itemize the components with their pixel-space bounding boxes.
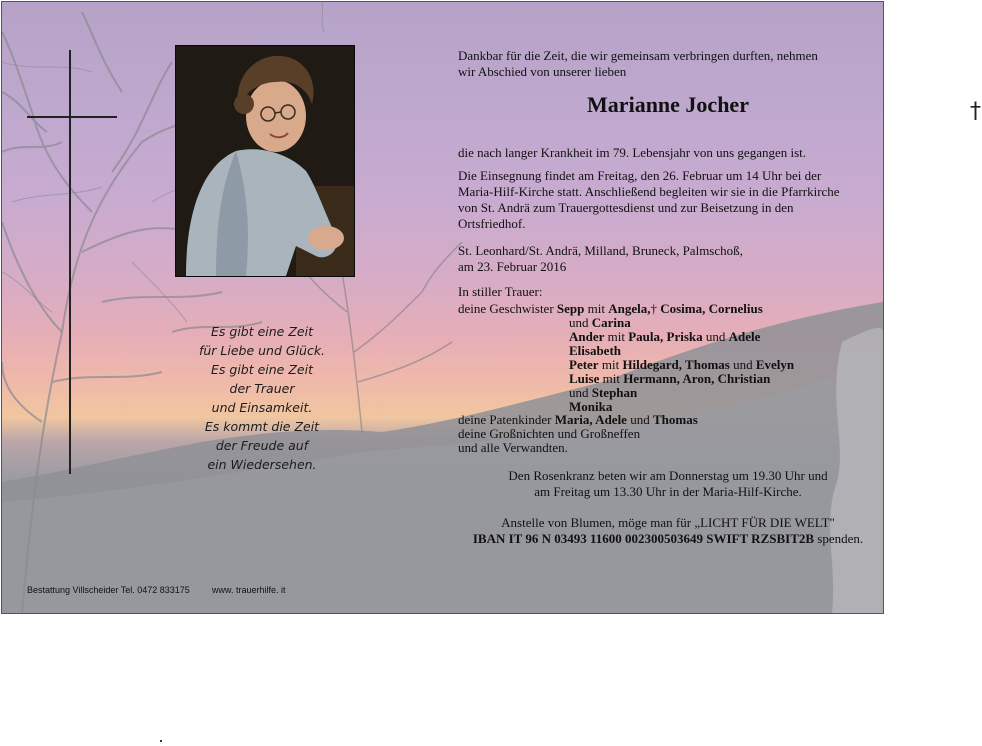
- relatives-prefix: deine Patenkinder: [458, 412, 552, 427]
- poem-line: für Liebe und Glück.: [198, 343, 326, 358]
- donation-suffix: spenden.: [817, 531, 864, 546]
- ceremony-line: von St. Andrä zum Trauergottesdienst und zur Beisetzung in den: [458, 200, 794, 215]
- relatives-connector: und: [569, 315, 589, 330]
- date-line: am 23. Februar 2016: [458, 259, 567, 274]
- relatives-line: [569, 344, 621, 358]
- intro-line: wir Abschied von unserer lieben: [458, 64, 627, 79]
- relative-name: Angela,: [608, 301, 651, 316]
- poem-line: Es gibt eine Zeit: [211, 324, 313, 339]
- relative-name: Evelyn: [755, 357, 795, 372]
- relative-name: Monika: [569, 399, 613, 414]
- deceased-cross-icon: †: [650, 301, 657, 316]
- relatives-connector: und: [630, 412, 650, 427]
- relative-name: Thomas: [652, 412, 698, 427]
- ceremony-line: Ortsfriedhof.: [458, 216, 526, 231]
- ceremony-text: [458, 168, 840, 232]
- poem-line: und Einsamkeit.: [211, 400, 313, 415]
- donation-line: Anstelle von Blumen, möge man für „LICHT FÜR DIE WELT": [501, 515, 835, 530]
- relatives-line: und alle Verwandten.: [458, 440, 568, 455]
- poem: [162, 322, 362, 474]
- poem-line: Es kommt die Zeit: [204, 419, 320, 434]
- relative-name: Maria, Adele: [554, 412, 627, 427]
- poem-line: der Freude auf: [215, 438, 309, 453]
- mourning-header: In stiller Trauer:: [458, 284, 543, 299]
- ceremony-line: Die Einsegnung findet am Freitag, den 26. Februar um 14 Uhr bei der: [458, 168, 822, 183]
- relatives-connector: mit: [601, 357, 620, 372]
- relatives-line: [569, 330, 760, 344]
- intro-line: Dankbar für die Zeit, die wir gemeinsam verbringen durften, nehmen: [458, 48, 818, 63]
- relatives-connector: mit: [607, 329, 625, 344]
- relatives-line: [458, 302, 763, 316]
- relative-name: Sepp: [556, 301, 585, 316]
- rosary-line: Den Rosenkranz beten wir am Donnerstag um 19.30 Uhr und: [508, 468, 828, 483]
- relatives-line: [569, 316, 631, 330]
- relatives-line: [569, 372, 770, 386]
- relatives-line: [569, 358, 794, 372]
- rosary-line: am Freitag um 13.30 Uhr in der Maria-Hilf-Kirche.: [534, 484, 802, 499]
- relative-name: Paula, Priska: [628, 329, 703, 344]
- intro-text: [458, 48, 818, 80]
- footer-company: Bestattung Villscheider Tel. 0472 833175: [27, 585, 190, 595]
- passing-text: die nach langer Krankheit im 79. Lebensjahr von uns gegangen ist.: [458, 145, 807, 160]
- ceremony-line: Maria-Hilf-Kirche statt. Anschließend begleiten wir sie in die Pfarrkirche: [458, 184, 840, 199]
- donation-line: [458, 531, 878, 547]
- relative-name: Peter: [569, 357, 599, 372]
- relatives-connector: mit: [587, 301, 605, 316]
- cross-icon-horizontal: [27, 116, 117, 118]
- cross-icon: †: [970, 99, 981, 124]
- donation-iban: IBAN IT 96 N 03493 11600 002300503649 SWIFT RZSBIT2B: [472, 531, 815, 546]
- relative-name: Elisabeth: [569, 343, 622, 358]
- relatives-line: [458, 413, 698, 427]
- relative-name: Hermann, Aron, Christian: [623, 371, 771, 386]
- poem-line: Es gibt eine Zeit: [211, 362, 313, 377]
- relatives-connector: und: [705, 329, 726, 344]
- deceased-name: Marianne Jocher: [587, 92, 749, 117]
- relatives-line: [569, 386, 637, 400]
- relative-name: Hildegard, Thomas: [622, 357, 730, 372]
- relatives-connector: und: [569, 385, 589, 400]
- place-line: St. Leonhard/St. Andrä, Milland, Bruneck, Palmschoß,: [458, 243, 743, 258]
- relatives-connector: mit: [602, 371, 620, 386]
- obituary-card: [1, 1, 884, 614]
- relative-name: Carina: [591, 315, 631, 330]
- relative-name: Luise: [569, 371, 600, 386]
- relatives-prefix: deine Geschwister: [458, 301, 554, 316]
- relatives-line: deine Großnichten und Großneffen: [458, 426, 641, 441]
- portrait-photo: [175, 45, 355, 277]
- cross-icon-vertical: [69, 50, 71, 474]
- page-dot: [160, 740, 162, 742]
- donation-text: [458, 515, 878, 547]
- relative-name: Ander: [569, 329, 605, 344]
- relative-name: Cosima, Cornelius: [660, 301, 763, 316]
- poem-line: der Trauer: [229, 381, 295, 396]
- rosary-text: [458, 468, 878, 500]
- footer-website: www. trauerhilfe. it: [212, 585, 286, 595]
- relative-name: Adele: [728, 329, 761, 344]
- relative-name: Stephan: [591, 385, 638, 400]
- place-date: [458, 243, 743, 275]
- relatives-connector: und: [733, 357, 753, 372]
- poem-line: ein Wiedersehen.: [207, 457, 317, 472]
